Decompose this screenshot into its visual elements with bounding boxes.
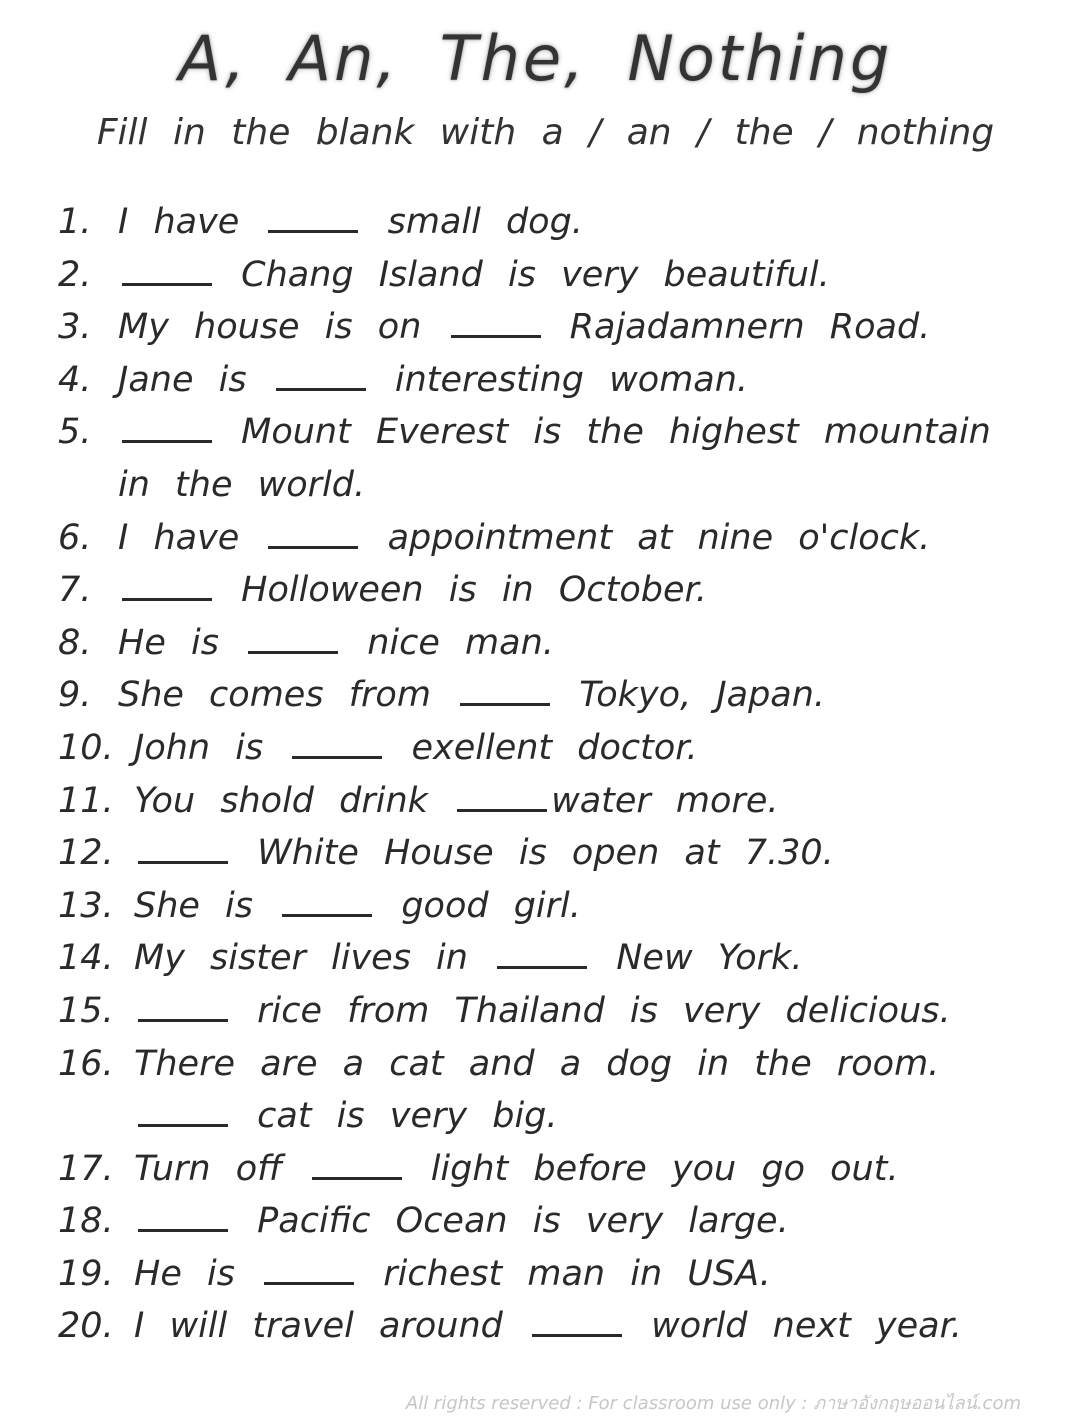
question-text xyxy=(134,1038,1018,1143)
question-item xyxy=(58,1143,1018,1196)
question-text xyxy=(134,1300,1018,1353)
question-text-before: My house is on xyxy=(118,307,422,348)
question-text-after: interesting woman. xyxy=(394,359,749,400)
question-number: 4. xyxy=(58,359,92,400)
question-text-after: New York. xyxy=(616,938,803,979)
question-text-after: Pacific Ocean is very large. xyxy=(257,1201,789,1242)
question-number: 12. xyxy=(58,833,114,874)
answer-blank xyxy=(497,944,587,969)
question-number: 5. xyxy=(58,412,92,453)
question-text-before: Jane is xyxy=(118,359,247,400)
question-text-before: I have xyxy=(118,202,240,242)
answer-blank xyxy=(457,787,547,812)
question-item xyxy=(58,1300,1018,1353)
question-number: 13. xyxy=(58,885,114,926)
question-text-after: small dog. xyxy=(387,202,583,242)
answer-blank xyxy=(138,1207,228,1232)
answer-blank xyxy=(276,366,366,391)
question-text-after: water more. xyxy=(551,780,779,821)
question-text xyxy=(118,564,1018,617)
question-item xyxy=(58,564,1018,617)
answer-blank xyxy=(268,524,358,549)
question-number: 6. xyxy=(58,517,92,558)
answer-blank xyxy=(460,681,550,706)
question-text xyxy=(118,301,1018,354)
answer-blank xyxy=(122,418,212,443)
question-text xyxy=(134,932,1018,985)
question-text-before: You shold drink xyxy=(134,780,428,821)
answer-blank xyxy=(138,997,228,1022)
answer-blank xyxy=(312,1155,402,1180)
question-number: 20. xyxy=(58,1306,114,1347)
question-number: 9. xyxy=(58,675,92,716)
question-text xyxy=(134,1195,1018,1248)
question-text xyxy=(118,406,1018,511)
question-number: 1. xyxy=(58,202,92,242)
question-text-before: She is xyxy=(134,885,254,926)
answer-blank xyxy=(268,208,358,233)
question-text xyxy=(118,354,1018,407)
question-item xyxy=(58,406,1018,511)
question-text-after: Holloween is in October. xyxy=(241,570,707,611)
question-item xyxy=(58,249,1018,302)
question-item xyxy=(58,932,1018,985)
question-number: 11. xyxy=(58,780,114,821)
question-text xyxy=(134,722,1018,775)
question-text-after: light before you go out. xyxy=(430,1148,899,1189)
question-item xyxy=(58,1195,1018,1248)
question-number: 3. xyxy=(58,307,92,348)
answer-blank xyxy=(264,1260,354,1285)
question-number: 14. xyxy=(58,938,114,979)
question-item xyxy=(58,1038,1018,1143)
question-item xyxy=(58,354,1018,407)
question-text-before: He is xyxy=(118,622,219,663)
question-text xyxy=(134,1248,1018,1301)
question-text xyxy=(118,617,1018,670)
question-text xyxy=(134,880,1018,933)
question-text xyxy=(134,827,1018,880)
question-text-after: Tokyo, Japan. xyxy=(579,675,826,716)
question-text xyxy=(118,249,1018,302)
answer-blank xyxy=(292,734,382,759)
question-item xyxy=(58,1248,1018,1301)
question-text-before: She comes from xyxy=(118,675,431,716)
worksheet-title: A, An, The, Nothing xyxy=(178,22,893,95)
question-number: 17. xyxy=(58,1148,114,1189)
question-item xyxy=(58,880,1018,933)
question-item xyxy=(58,827,1018,880)
question-text-before: I have xyxy=(118,517,240,558)
question-item xyxy=(58,775,1018,828)
answer-blank xyxy=(122,576,212,601)
question-text xyxy=(134,985,1018,1038)
question-number: 15. xyxy=(58,990,114,1031)
answer-blank xyxy=(138,839,228,864)
question-text-before: My sister lives in xyxy=(134,938,468,979)
question-item xyxy=(58,669,1018,722)
question-text-after: Mount Everest is the highest mountain in the world. xyxy=(118,412,991,505)
answer-blank xyxy=(451,313,541,338)
answer-blank xyxy=(138,1102,228,1127)
answer-blank xyxy=(532,1312,622,1337)
question-item xyxy=(58,722,1018,775)
question-item xyxy=(58,617,1018,670)
answer-blank xyxy=(248,629,338,654)
question-text-after: richest man in USA. xyxy=(383,1253,771,1294)
question-text-after: White House is open at 7.30. xyxy=(257,833,834,874)
question-text xyxy=(118,512,1018,565)
question-text-before: Turn off xyxy=(134,1148,283,1189)
question-item xyxy=(58,985,1018,1038)
copyright-watermark: All rights reserved : For classroom use only : ภาษาอังกฤษออนไลน์.com xyxy=(405,1393,1021,1414)
question-text-after: rice from Thailand is very delicious. xyxy=(257,990,951,1031)
question-text xyxy=(118,669,1018,722)
question-text-after: world next year. xyxy=(651,1306,962,1347)
question-item xyxy=(58,301,1018,354)
question-text xyxy=(134,775,1018,828)
answer-blank xyxy=(122,261,212,286)
question-text-after: nice man. xyxy=(367,622,554,663)
answer-blank xyxy=(282,892,372,917)
question-text xyxy=(118,196,1018,249)
question-text xyxy=(134,1143,1018,1196)
question-number: 19. xyxy=(58,1253,114,1294)
question-item xyxy=(58,196,1018,249)
question-number: 2. xyxy=(58,254,92,295)
question-text-after: Chang Island is very beautiful. xyxy=(241,254,830,295)
question-text-after: cat is very big. xyxy=(257,1096,558,1137)
question-text-after: appointment at nine o'clock. xyxy=(387,517,931,558)
question-text-after: exellent doctor. xyxy=(411,727,698,768)
worksheet-instructions: Fill in the blank with a / an / the / nothing xyxy=(96,112,995,153)
question-text-before: I will travel around xyxy=(134,1306,503,1347)
question-number: 7. xyxy=(58,570,92,611)
question-number: 18. xyxy=(58,1201,114,1242)
question-text-after: Rajadamnern Road. xyxy=(569,307,931,348)
question-text-after: good girl. xyxy=(401,885,581,926)
question-number: 8. xyxy=(58,622,92,663)
question-list xyxy=(58,196,1018,1353)
question-item xyxy=(58,512,1018,565)
question-text-before: There are a cat and a dog in the room. xyxy=(134,1043,940,1084)
question-text-before: He is xyxy=(134,1253,235,1294)
question-number: 10. xyxy=(58,727,114,768)
question-text-before: John is xyxy=(134,727,264,768)
question-number: 16. xyxy=(58,1043,114,1084)
